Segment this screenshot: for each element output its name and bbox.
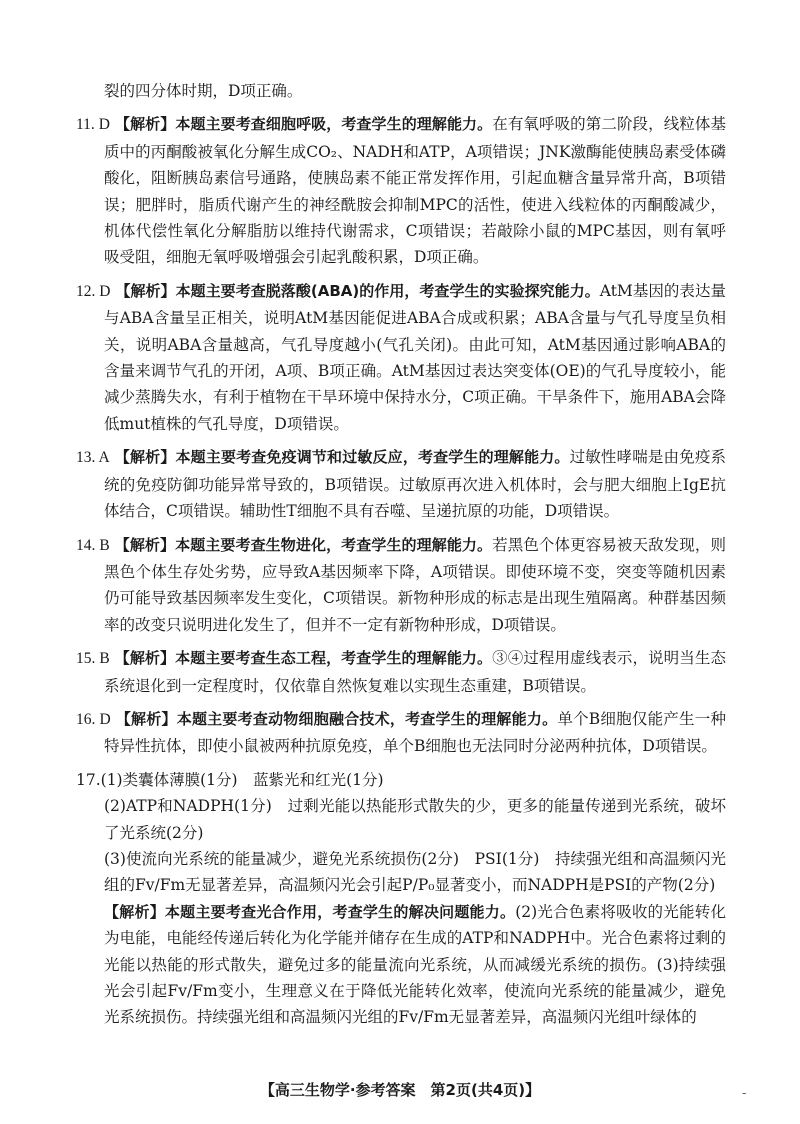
answer-12	[76, 278, 726, 437]
answer-11	[76, 111, 726, 270]
answer-17-analysis	[76, 899, 726, 1031]
answer-16	[76, 706, 726, 760]
answer-14-tag: 【解析】本题主要考查生物进化，考查学生的理解能力。	[114, 535, 493, 554]
answer-16-number: 16. D	[76, 710, 111, 728]
answer-17-part2: (2)ATP和NADPH(1分) 过剩光能以热能形式散失的少，更多的能量传递到光系统，破坏了光系统(2分)	[104, 797, 726, 842]
answer-16-tag: 【解析】本题主要考查动物细胞融合技术，考查学生的理解能力。	[115, 709, 558, 728]
corner-mark: -	[742, 1086, 747, 1100]
answer-17-tag: 【解析】本题主要考查光合作用，考查学生的解决问题能力。	[104, 902, 516, 921]
answer-14-text: 若黑色个体更容易被天敌发现，则黑色个体生存处劣势，应导致A基因频率下降，A项错误。即使环境不变，突变等随机因素仍可能导致基因频率发生变化，C项错误。新物种形成的标志是出现生殖隔离。种群基因频率的改变只说明进化发生了，但并不一定有新物种形成，D项错误。	[104, 535, 726, 634]
answer-content	[76, 78, 726, 1031]
page-footer: 【高三生物学·参考答案 第2页(共4页)】	[259, 1081, 541, 1099]
answer-15	[76, 645, 726, 699]
answer-13-number: 13. A	[76, 449, 110, 467]
answer-15-tag: 【解析】本题主要考查生态工程，考查学生的理解能力。	[114, 649, 493, 668]
answer-14-number: 14. B	[76, 536, 110, 554]
answer-11-text: 在有氧呼吸的第二阶段，线粒体基质中的丙酮酸被氧化分解生成CO₂、NADH和ATP，A项错误；JNK激酶能使胰岛素受体磷酸化，阻断胰岛素信号通路，使胰岛素不能正常发挥作用，引起血糖含量异常升高，B项错误；肥胖时，脂质代谢产生的神经酰胺会抑制MPC的活性，使进入线粒体的丙酮酸减少，机体代偿性氧化分解脂肪以维持代谢需求，C项错误；若敲除小鼠的MPC基因，则有氧呼吸受阻，细胞无氧呼吸增强会引起乳酸积累，D项正确。	[104, 115, 726, 267]
answer-16-text: 单个B细胞仅能产生一种特异性抗体，即使小鼠被两种抗原免疫，单个B细胞也无法同时分泌两种抗体，D项错误。	[104, 709, 726, 756]
answer-12-text: AtM基因的表达量与ABA含量呈正相关，说明AtM基因能促进ABA合成或积累；ABA含量与气孔导度呈负相关，说明ABA含量越高，气孔导度越小(气孔关闭)。由此可知，AtM基因通过影响ABA的含量来调节气孔的开闭，A项、B项正确。AtM基因过表达突变体(OE)的气孔导度较小，能减少蒸腾失水，有利于植物在干旱环境中保持水分，C项正确。干旱条件下，施用ABA会降低mut植株的气孔导度，D项错误。	[104, 281, 726, 433]
answer-17-text: (2)光合色素将吸收的光能转化为电能，电能经传递后转化为化学能并储存在生成的ATP和NADPH中。光合色素将过剩的光能以热能的形式散失，避免过多的能量流向光系统，从而减缓光系统的损伤。(3)持续强光会引起Fv/Fm变小，生理意义在于降低光能转化效率，使流向光系统的能量减少，避免光系统损伤。持续强光组和高温频闪光组的Fv/Fm无显著差异，高温频闪光组叶绿体的	[104, 902, 726, 1027]
answer-14	[76, 532, 726, 639]
answer-13-text: 过敏性哮喘是由免疫系统的免疫防御功能异常导致的，B项错误。过敏原再次进入机体时，会与肥大细胞上IgE抗体结合，C项错误。辅助性T细胞不具有吞噬、呈递抗原的功能，D项错误。	[104, 448, 726, 521]
answer-11-tag: 【解析】本题主要考查细胞呼吸，考查学生的理解能力。	[115, 115, 493, 134]
answer-17-part1: 17.(1)类囊体薄膜(1分) 蓝紫光和红光(1分)	[76, 770, 384, 789]
answer-13-tag: 【解析】本题主要考查免疫调节和过敏反应，考查学生的理解能力。	[114, 448, 570, 467]
answer-17-part3: (3)使流向光系统的能量减少，避免光系统损伤(2分) PSⅠ(1分) 持续强光组和高温频闪光组的Fv/Fm无显著差异，高温频闪光会引起P/P₀显著变小，而NADPH是PSⅠ的产物(2分)	[104, 849, 726, 895]
answer-12-tag: 【解析】本题主要考查脱落酸(ABA)的作用，考查学生的实验探究能力。	[115, 281, 600, 300]
intro-line: 裂的四分体时期，D项正确。	[104, 82, 303, 100]
answer-13	[76, 444, 726, 524]
answer-15-number: 15. B	[76, 650, 110, 668]
answer-11-number: 11. D	[76, 116, 110, 134]
answer-12-number: 12. D	[76, 282, 111, 300]
answer-15-text: ③④过程用虚线表示，说明当生态系统退化到一定程度时，仅依靠自然恢复难以实现生态重建，B项错误。	[104, 649, 726, 695]
